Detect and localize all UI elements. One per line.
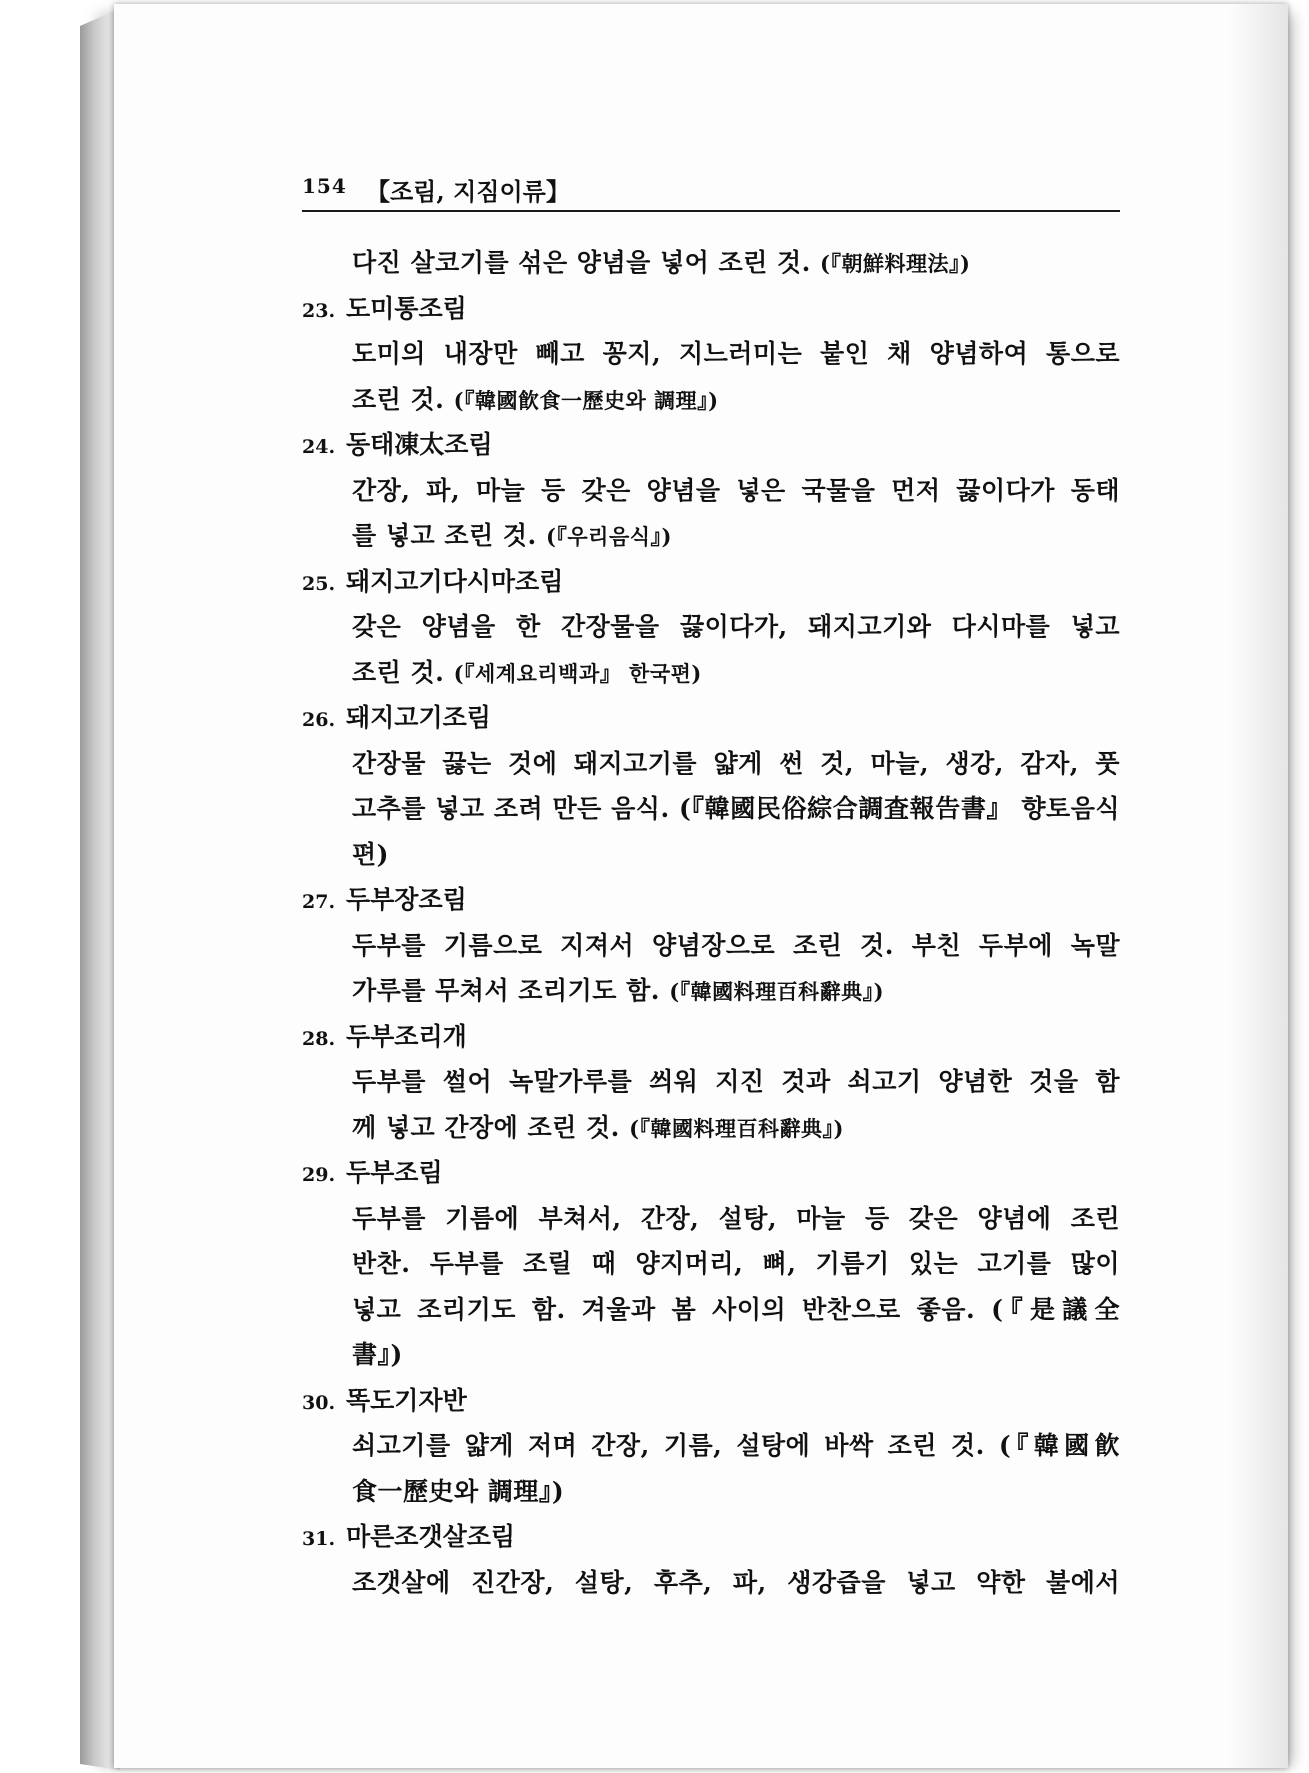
body-line <box>302 331 1120 377</box>
entry-number: 26. <box>302 709 336 731</box>
body-line <box>302 240 1120 286</box>
body-text: 넣고 조리기도 함. 겨울과 봄 사이의 반찬으로 좋음. (『是議全 <box>352 1294 1120 1324</box>
section-title: 【조림, 지짐이류】 <box>366 177 570 206</box>
body-line <box>302 1469 1120 1515</box>
entry-heading: 두부조리개 <box>346 1021 467 1051</box>
body-text: 간장물 끓는 것에 돼지고기를 얇게 썬 것, 마늘, 생강, 감자, 풋 <box>352 748 1120 778</box>
entry-heading: 돼지고기조림 <box>346 703 491 732</box>
body-text: 食一歷史와 調理』) <box>352 1476 565 1506</box>
entry-number: 27. <box>302 891 336 913</box>
body-text: 書』) <box>352 1340 403 1369</box>
entry-number: 28. <box>302 1027 336 1050</box>
entry-number: 23. <box>302 299 336 322</box>
entry-title <box>302 1514 1120 1560</box>
entry-title <box>302 286 1120 332</box>
body-text: 도미의 내장만 빼고 꽁지, 지느러미는 붙인 채 양념하여 통으로 <box>352 339 1120 368</box>
body-line <box>302 832 1120 878</box>
entry-number: 29. <box>302 1164 336 1186</box>
entry-number: 24. <box>302 436 336 458</box>
entry-title <box>302 1014 1120 1060</box>
source-citation: (『韓國料理百科辭典』) <box>669 979 885 1004</box>
body-text: 다진 살코기를 섞은 양념을 넣어 조린 것. <box>352 248 811 277</box>
body-text: 조갯살에 진간장, 설탕, 후추, 파, 생강즙을 넣고 약한 불에서 <box>352 1567 1120 1597</box>
body-line <box>302 1423 1120 1469</box>
body-text: 조린 것. <box>352 384 445 414</box>
entry-title <box>302 877 1120 923</box>
body-line <box>302 1287 1120 1333</box>
body-line <box>302 604 1120 650</box>
body-text: 두부를 기름으로 지져서 양념장으로 조린 것. 부친 두부에 녹말 <box>352 930 1120 960</box>
body-text: 께 넣고 간장에 조린 것. <box>352 1112 620 1142</box>
body-line <box>302 741 1120 787</box>
body-text: 갖은 양념을 한 간장물을 끓이다가, 돼지고기와 다시마를 넣고 <box>352 612 1120 641</box>
body-text: 두부를 기름에 부쳐서, 간장, 설탕, 마늘 등 갖은 양념에 조린 <box>352 1203 1120 1233</box>
entry-heading: 마른조갯살조림 <box>346 1522 516 1551</box>
body-text: 간장, 파, 마늘 등 갖은 양념을 넣은 국물을 먼저 끓이다가 동태 <box>352 475 1120 505</box>
entry-heading: 돼지고기다시마조림 <box>346 566 564 596</box>
body-line <box>302 377 1120 423</box>
body-line <box>302 1332 1120 1378</box>
body-text: 반찬. 두부를 조릴 때 양지머리, 뼈, 기름기 있는 고기를 많이 <box>352 1249 1120 1278</box>
source-citation: (『우리음식』) <box>545 524 672 549</box>
body-line <box>302 1105 1120 1151</box>
body-text: 를 넣고 조린 것. <box>352 521 537 550</box>
entry-number: 31. <box>302 1528 336 1550</box>
body-text: 편) <box>352 839 389 869</box>
source-citation: (『세계요리백과』 한국편) <box>453 660 702 686</box>
entry-heading: 똑도기자반 <box>346 1385 467 1415</box>
body-line <box>302 468 1120 514</box>
entry-title <box>302 422 1120 468</box>
source-citation: (『朝鮮料理法』) <box>820 251 971 276</box>
body-line <box>302 786 1120 832</box>
entry-title <box>302 695 1120 741</box>
entry-number: 25. <box>302 572 336 595</box>
body-line <box>302 650 1120 696</box>
body-line <box>302 1560 1120 1606</box>
body-text: 쇠고기를 얇게 저며 간장, 기름, 설탕에 바싹 조린 것. (『韓國飮 <box>352 1431 1120 1460</box>
body-text: 가루를 무쳐서 조리기도 함. <box>352 976 660 1005</box>
body-line <box>302 1241 1120 1287</box>
entry-heading: 두부조림 <box>346 1158 443 1187</box>
body-line <box>302 968 1120 1014</box>
body-line <box>302 923 1120 969</box>
body-line <box>302 1059 1120 1105</box>
body-text: 두부를 썰어 녹말가루를 씌워 지진 것과 쇠고기 양념한 것을 함 <box>352 1067 1120 1096</box>
body-line <box>302 513 1120 559</box>
entry-heading: 도미통조림 <box>346 293 467 323</box>
entry-title <box>302 1150 1120 1196</box>
page-number: 154 <box>302 174 347 198</box>
entry-heading: 두부장조림 <box>346 885 467 914</box>
source-citation: (『韓國料理百科辭典』) <box>629 1115 844 1141</box>
body-text: 고추를 넣고 조려 만든 음식. (『韓國民俗綜合調査報告書』 향토음식 <box>352 794 1120 823</box>
page-body <box>302 240 1120 1605</box>
body-text: 조린 것. <box>352 657 445 687</box>
entry-title <box>302 1378 1120 1424</box>
running-header <box>302 172 1120 212</box>
body-line <box>302 1196 1120 1242</box>
entry-title <box>302 559 1120 605</box>
source-citation: (『韓國飮食一歷史와 調理』) <box>453 387 719 413</box>
entry-heading: 동태凍太조림 <box>346 430 493 459</box>
entry-number: 30. <box>302 1391 336 1414</box>
